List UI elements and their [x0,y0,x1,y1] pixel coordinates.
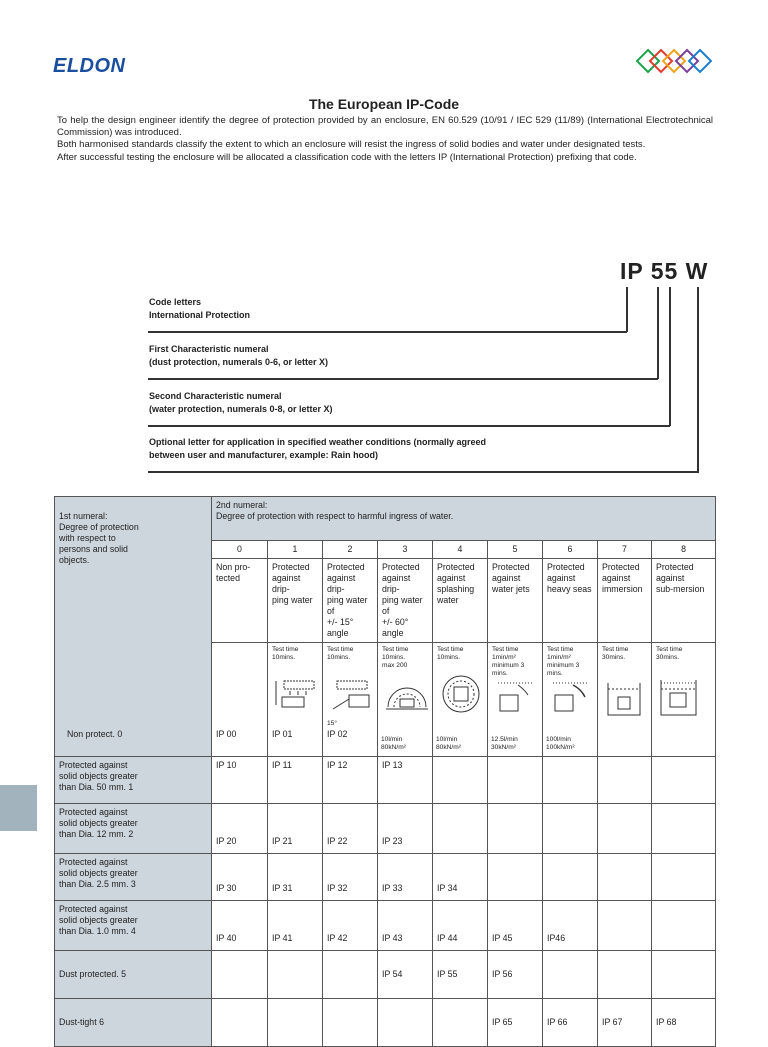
heavy-sea-jet-icon [549,679,593,715]
ip-cell: IP 02 [327,729,348,739]
angle-note: 15° [327,720,337,727]
test-cell-8 [652,643,716,757]
leader-vertical-3 [669,287,671,426]
column-number: 0 [212,541,268,559]
ip-cell: IP 20 [212,804,268,854]
code-part-subtitle: (water protection, numerals 0-8, or letter X) [149,404,333,414]
diamond-logo-icon [636,48,712,74]
leader-line-3 [148,425,670,427]
ip-cell: IP 65 [488,999,543,1047]
leader-vertical-2 [657,287,659,379]
water-jet-icon [494,679,538,715]
ip-cell: IP 42 [323,901,378,951]
intro-text [57,115,713,164]
ip-cell: IP 01 [272,729,293,739]
ip-cell: IP 55 [433,951,488,999]
ip-cell [488,854,543,901]
test-cell-4 [433,643,488,757]
code-part-subtitle: (dust protection, numerals 0-6, or letter X) [149,357,329,367]
row-label: Dust-tight 6 [55,999,212,1047]
immersion-tank-icon [604,679,644,719]
ip-cell [488,757,543,804]
ip-cell: IP 43 [378,901,433,951]
intro-paragraph-2: Both harmonised standards classify the extent to which an enclosure will resist the ingress of solid bodies and water under designated tests. [57,139,646,151]
water-description: Protected against splashing water [433,559,488,643]
ip-cell [433,999,488,1047]
leader-line-1 [148,331,627,333]
intro-paragraph-3: After successful testing the enclosure will be allocated a classification code with the letters IP (International Protection) prefixing that code. [57,151,637,163]
leader-line-4 [148,471,699,473]
submersion-tank-icon [658,677,700,719]
test-cell-3 [378,643,433,757]
code-part-title: First Characteristic numeral [149,344,269,354]
ip-cell [543,951,598,999]
ip-cell [652,757,716,804]
table-row [55,804,716,854]
ip-cell [433,804,488,854]
flow-note: 100l/min 100kN/m² [546,736,575,751]
test-note: Test time 30mins. [656,646,683,661]
test-note: Test time 1min/m² minimum 3 mins. [492,646,525,677]
dripping-water-icon [274,679,318,709]
ip-cell [488,804,543,854]
ip-cell [543,854,598,901]
water-description: Protected against drip- ping water of +/- 15° angle [323,559,378,643]
water-description: Non pro- tected [212,559,268,643]
ip-cell: IP 68 [652,999,716,1047]
flow-note: 10l/min 80kN/m² [381,736,406,751]
column-number: 8 [652,541,716,559]
eldon-logo: ELDON [53,55,126,77]
ip-code-example: IP 55 W [620,258,709,284]
ip-cell [598,757,652,804]
ip-cell: IP 40 [212,901,268,951]
water-description: Protected against heavy seas [543,559,598,643]
ip-cell [598,854,652,901]
leader-vertical-4 [697,287,699,472]
ip-cell [378,999,433,1047]
row-label: Protected against solid objects greater than Dia. 1.0 mm. 4 [55,901,212,951]
test-cell-1 [268,643,323,757]
second-numeral-header: 2nd numeral: Degree of protection with respect to harmful ingress of water. [212,497,716,541]
ip-cell: IP 13 [378,757,433,804]
test-cell-2 [323,643,378,757]
ip-cell [543,757,598,804]
ip-cell [652,804,716,854]
flow-note: 10l/min 80kN/m² [436,736,461,751]
ip-cell [598,951,652,999]
ip-cell: IP 66 [543,999,598,1047]
first-numeral-header [55,497,212,757]
water-description: Protected against sub-mersion [652,559,716,643]
table-row [55,757,716,804]
test-cell-5 [488,643,543,757]
water-description: Protected against drip- ping water of +/- 60° angle [378,559,433,643]
ip-cell [652,951,716,999]
code-part-title: Code letters [149,297,202,307]
table-row [55,999,716,1047]
ip-cell: IP 34 [433,854,488,901]
ip-cell: IP 00 [216,729,237,739]
water-description: Protected against immersion [598,559,652,643]
row-label-0: Non protect. 0 [67,729,123,739]
page-title: The European IP-Code [308,96,460,112]
ip-cell [323,999,378,1047]
table-row [55,951,716,999]
column-number: 6 [543,541,598,559]
ip-cell [652,901,716,951]
ip-cell: IP 31 [268,854,323,901]
ip-cell [433,757,488,804]
water-description: Protected against water jets [488,559,543,643]
column-number: 4 [433,541,488,559]
row-label: Protected against solid objects greater than Dia. 50 mm. 1 [55,757,212,804]
second-numeral-label [149,390,333,416]
ip-cell [268,999,323,1047]
ip-cell [598,804,652,854]
ip-cell [212,999,268,1047]
code-part-title: Second Characteristic numeral [149,391,282,401]
code-part-subtitle: International Protection [149,310,251,320]
code-part-subtitle: between user and manufacturer, example: Rain hood) [149,450,379,460]
test-note: Test time 1min/m² minimum 3 mins. [547,646,580,677]
first-numeral-label [149,343,328,369]
ip-cell: IP 32 [323,854,378,901]
code-letters-label [149,296,250,322]
ip-cell: IP 41 [268,901,323,951]
code-part-title: Optional letter for application in specified weather conditions (normally agreed [149,437,487,447]
ip-cell: IP 33 [378,854,433,901]
ip-cell [268,951,323,999]
ip-cell: IP 56 [488,951,543,999]
ip-cell: IP 21 [268,804,323,854]
water-description: Protected against drip- ping water [268,559,323,643]
ip-cell: IP46 [543,901,598,951]
ip-cell: IP 45 [488,901,543,951]
ip-cell: IP 67 [598,999,652,1047]
ip-cell: IP 54 [378,951,433,999]
test-note: Test time 10mins. [272,646,299,661]
spray-arc-icon [384,673,430,713]
column-number: 5 [488,541,543,559]
angled-drip-icon [329,679,373,713]
ip-cell [212,951,268,999]
test-note: Test time 30mins. [602,646,629,661]
ip-cell: IP 23 [378,804,433,854]
splash-circle-icon [439,673,483,715]
ip-cell [323,951,378,999]
column-number: 7 [598,541,652,559]
ip-cell: IP 30 [212,854,268,901]
column-number: 2 [323,541,378,559]
ip-cell: IP 22 [323,804,378,854]
ip-cell [543,804,598,854]
intro-paragraph-1: To help the design engineer identify the degree of protection provided by an enclosure, EN 60.529 (10/91 / IEC 529 (11/89) (International Electrotechnical Commission) was introduced. [57,115,713,139]
column-number: 1 [268,541,323,559]
row-label: Dust protected. 5 [55,951,212,999]
ip-cell [598,901,652,951]
flow-note: 12.5l/min 30kN/m² [491,736,518,751]
ip-cell: IP 10 [212,757,268,804]
row-label: Protected against solid objects greater than Dia. 2.5 mm. 3 [55,854,212,901]
test-cell-0 [212,643,268,757]
first-numeral-header-text: 1st numeral: Degree of protection with respect to persons and solid objects. [59,511,139,565]
ip-cell: IP 11 [268,757,323,804]
column-number: 3 [378,541,433,559]
ip-code-table [54,496,716,1047]
ip-cell [652,854,716,901]
leader-vertical-1 [626,287,628,332]
table-row [55,854,716,901]
table-row [55,901,716,951]
test-cell-7 [598,643,652,757]
test-note: Test time 10mins. [437,646,464,661]
ip-cell: IP 12 [323,757,378,804]
test-note: Test time 10mins. max 200 [382,646,409,669]
side-tab [0,785,37,831]
ip-cell: IP 44 [433,901,488,951]
test-cell-6 [543,643,598,757]
test-note: Test time 10mins. [327,646,354,661]
leader-line-2 [148,378,658,380]
row-label: Protected against solid objects greater than Dia. 12 mm. 2 [55,804,212,854]
optional-letter-label [149,436,486,462]
